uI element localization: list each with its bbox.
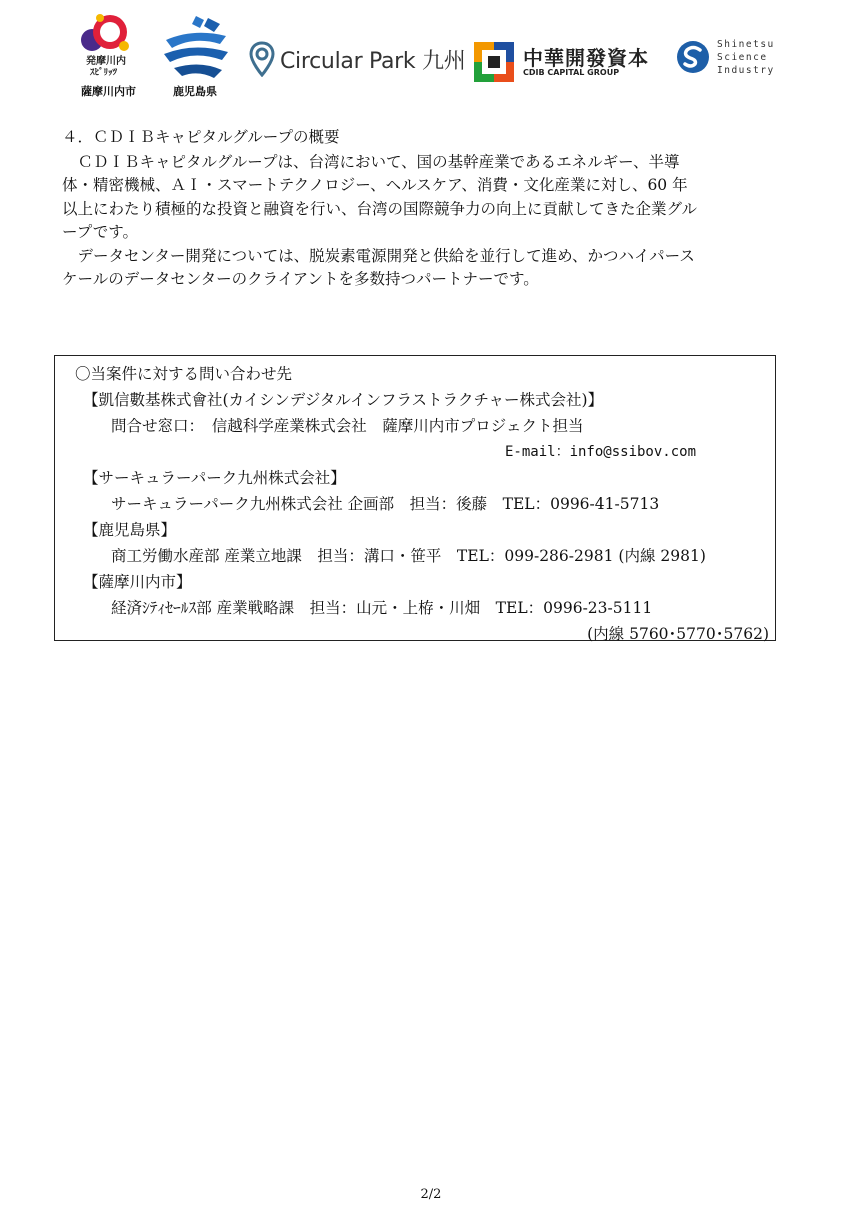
circular-park-logo-text: Circular Park 九州 [280,49,466,74]
cdib-name-en: CDIB CAPITAL GROUP [523,68,620,77]
page-number: 2/2 [420,1187,442,1202]
shinetsu-line-2: Science [717,52,768,63]
org3-name: 【鹿児島県】 [83,521,177,539]
svg-text:発摩川内: 発摩川内 [86,56,126,67]
kagoshima-emblem [160,14,230,80]
org4-name: 【薩摩川内市】 [83,573,192,591]
section-heading: ４．ＣＤＩＢキャピタルグループの概要 [62,128,340,146]
org3-detail: 商工労働水産部 産業立地課 担当：溝口・笹平 TEL：099-286-2981 (内線 2981) [111,547,706,565]
paragraph1-line-3: 以上にわたり積極的な投資と融資を行い、台湾の国際競争力の向上に貢献してきた企業グル [62,199,698,218]
cdib-name-cn: 中華開發資本 [523,46,649,70]
org1-detail: 問合せ窓口： 信越科学産業株式会社 薩摩川内市プロジェクト担当 [111,417,584,435]
satsumasendai-emblem [78,12,138,80]
paragraph1-line-2: 体・精密機械、ＡＩ・スマートテクノロジー、ヘルスケア、消費・文化産業に対し、60 年 [62,176,688,194]
contact-title: 〇当案件に対する問い合わせ先 [75,365,293,383]
cdib-emblem [474,42,514,82]
paragraph2-line-2: ケールのデータセンターのクライアントを多数持つパートナーです。 [62,270,539,288]
satsumasendai-label: 薩摩川内市 [81,85,136,98]
org4-extension: (内線 5760･5770･5762) [587,625,769,643]
paragraph1-line-4: ープです。 [62,223,138,241]
org2-detail: サーキュラーパーク九州株式会社 企画部 担当：後藤 TEL：0996-41-5713 [111,495,660,513]
shinetsu-line-1: Shinetsu [717,39,775,50]
org4-detail: 経済ｼﾃｨｾｰﾙｽ部 産業戦略課 担当：山元・上栫・川畑 TEL：0996-23-5111 [111,599,653,617]
shinetsu-line-3: Industry [717,65,775,76]
kagoshima-label: 鹿児島県 [173,85,217,98]
paragraph2-line-1: データセンター開発については、脱炭素電源開発と供給を並行して進め、かつハイパース [62,246,695,265]
shinetsu-s-icon [676,40,710,74]
org2-name: 【サーキュラーパーク九州株式会社】 [83,469,346,487]
paragraph1-line-1: ＣＤＩＢキャピタルグループは、台湾において、国の基幹産業であるエネルギー、半導 [62,152,680,171]
logo-header [0,0,862,110]
cdib-overview-section [62,126,802,292]
svg-text:ｽﾋﾟﾘｯﾂ: ｽﾋﾟﾘｯﾂ [90,68,118,78]
org1-name: 【凱信數基株式會社(カイシンデジタルインフラストラクチャー株式会社)】 [83,391,604,409]
map-pin-icon [249,41,275,77]
contact-box [54,355,776,641]
org1-email[interactable]: E-mail：info@ssibov.com [505,444,697,460]
